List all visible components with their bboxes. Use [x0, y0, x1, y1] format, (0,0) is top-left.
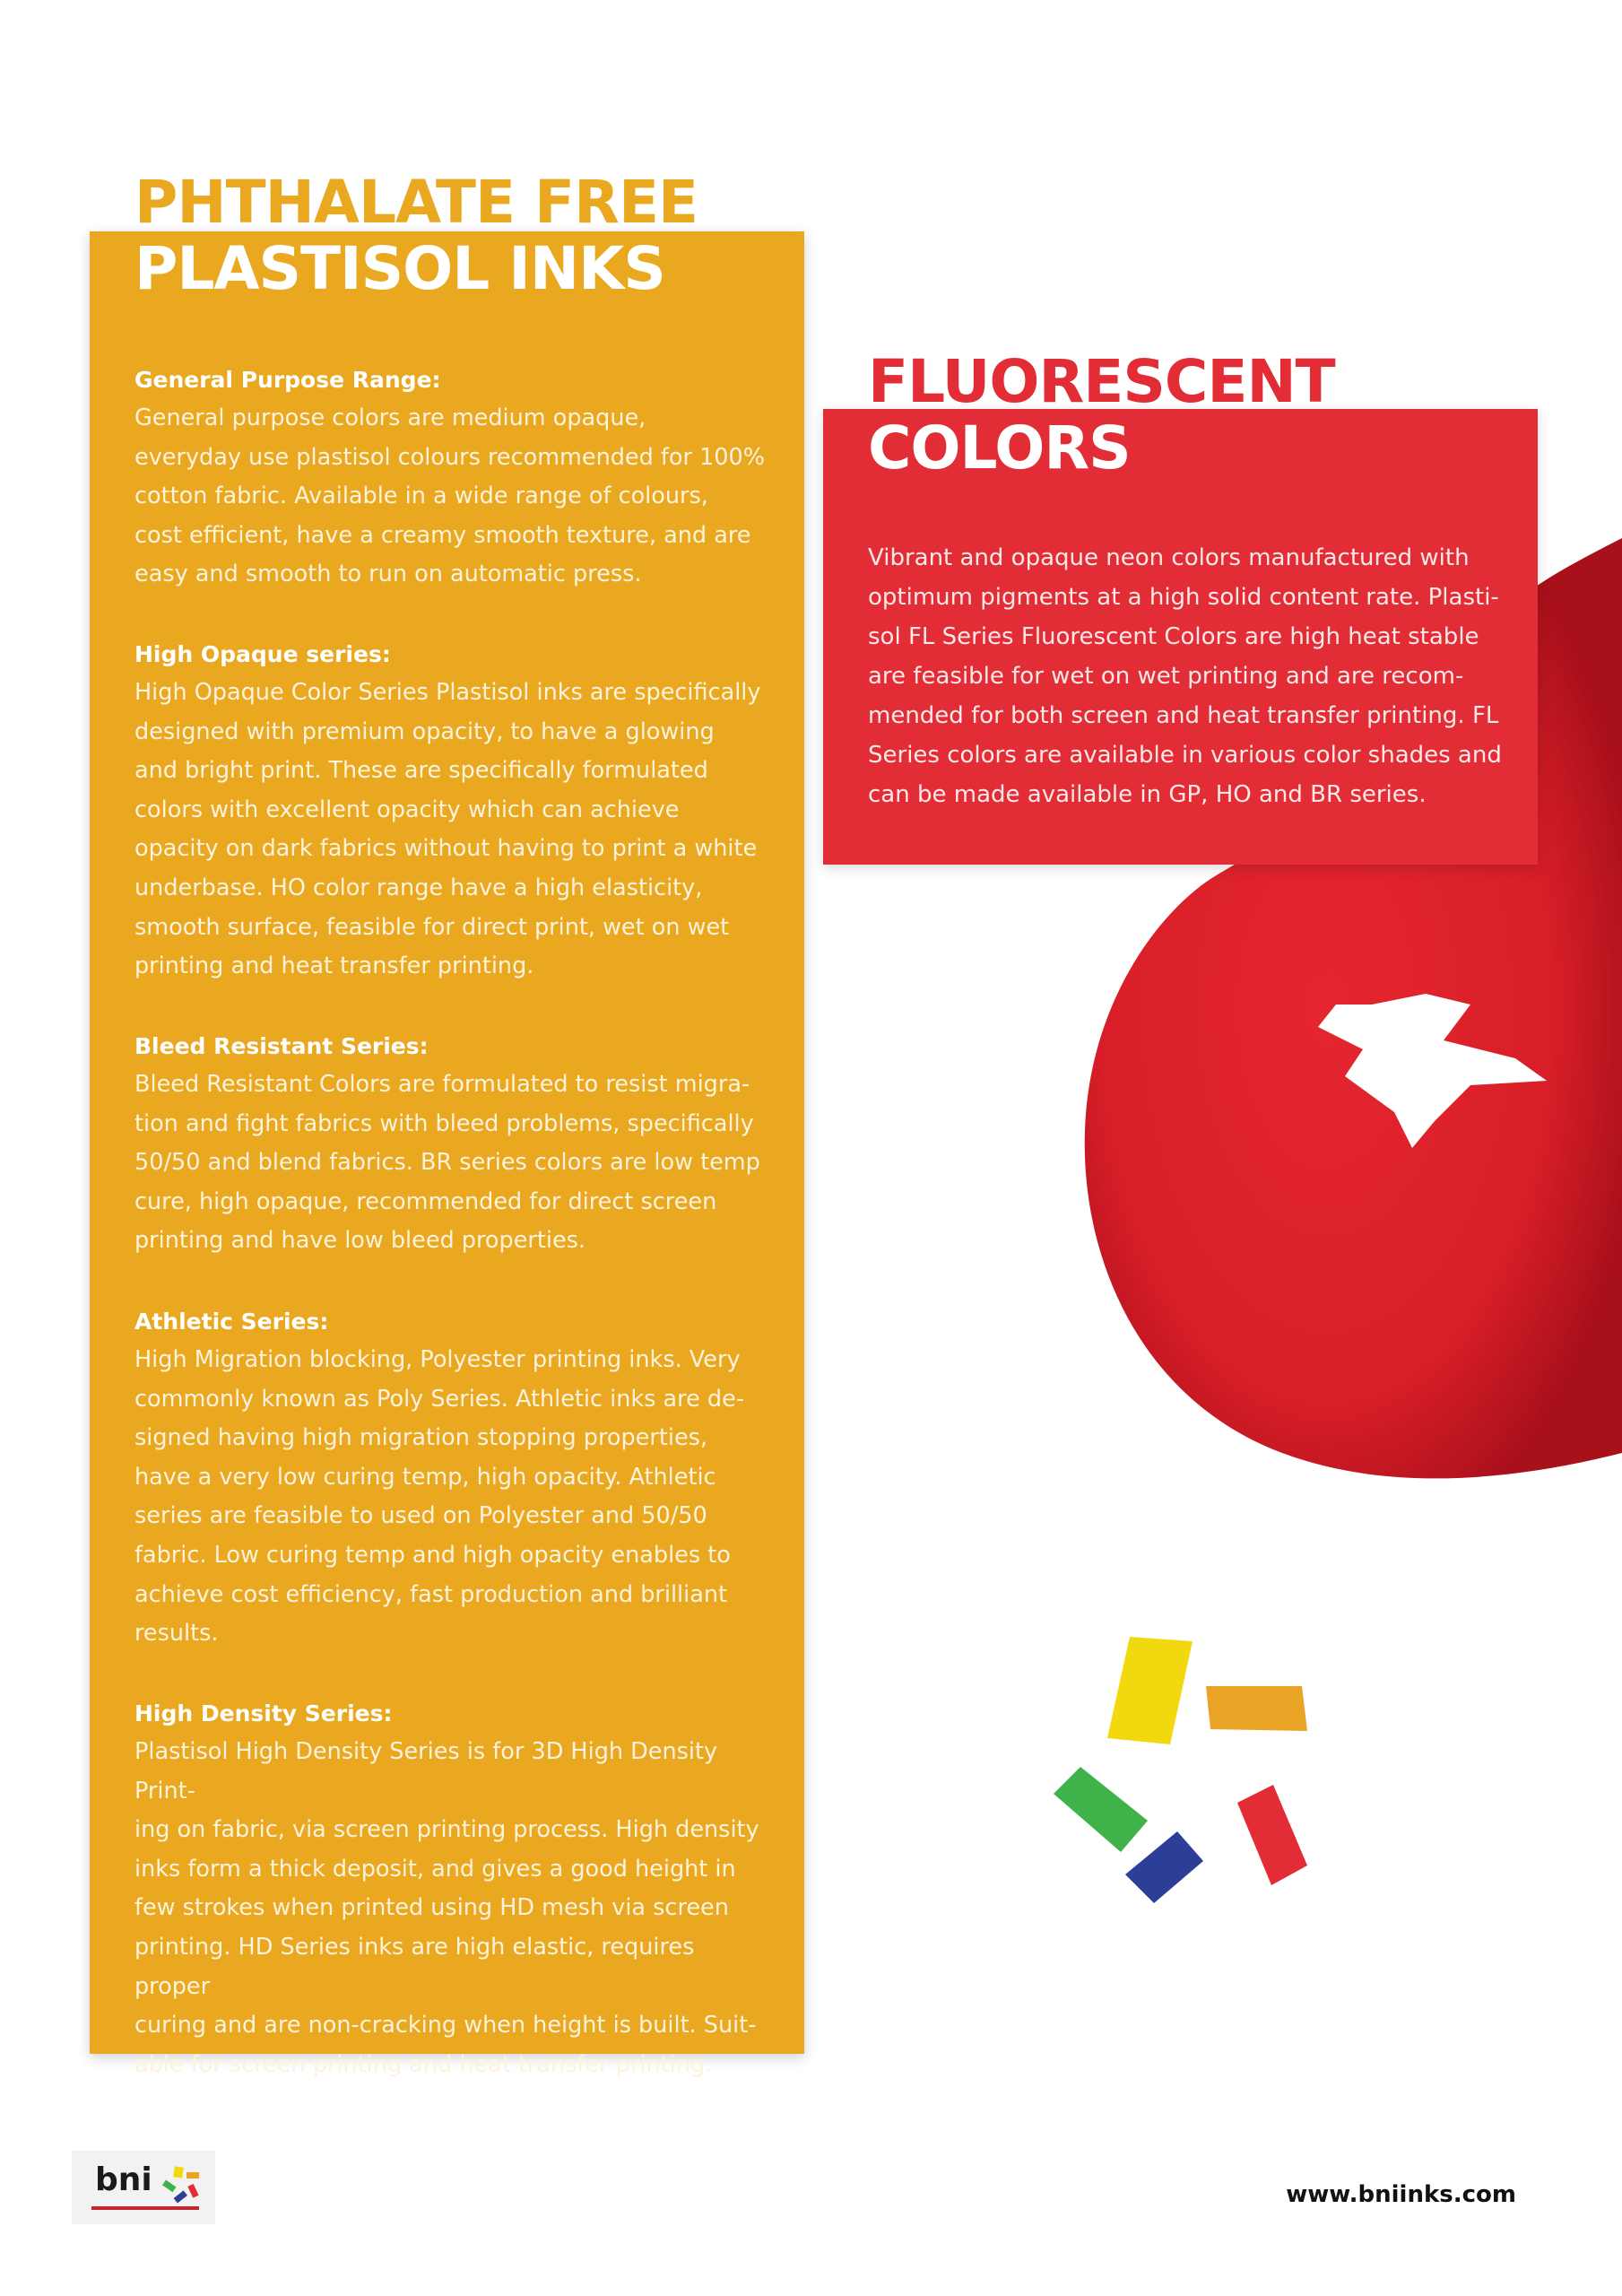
- logo-mark-icon: [161, 2163, 206, 2208]
- left-title-line1: PHTHALATE FREE: [134, 168, 698, 237]
- orange-swatch: [1206, 1686, 1307, 1731]
- section-text-line: tion and fight fabrics with bleed problems, specifically: [134, 1109, 754, 1137]
- section-text-line: inks form a thick deposit, and gives a good height in: [134, 1855, 736, 1883]
- blue-swatch: [1125, 1831, 1203, 1903]
- red-swatch: [1237, 1785, 1307, 1885]
- logo-text: bni: [95, 2161, 152, 2198]
- description-line: mended for both screen and heat transfer printing. FL: [868, 702, 1499, 729]
- section-general-purpose: [134, 361, 771, 595]
- website-url[interactable]: www.bniinks.com: [1286, 2181, 1516, 2208]
- green-swatch: [1054, 1767, 1148, 1852]
- section-text-line: easy and smooth to run on automatic press.: [134, 561, 642, 588]
- company-logo: [72, 2151, 215, 2224]
- description-line: Series colors are available in various color shades and: [868, 742, 1502, 769]
- left-title-line2: PLASTISOL INKS: [134, 234, 665, 303]
- fluorescent-description: [868, 538, 1506, 814]
- color-swatches-graphic: [1049, 1632, 1318, 1919]
- description-line: are feasible for wet on wet printing and are recom-: [868, 663, 1464, 690]
- section-text-line: smooth surface, feasible for direct print, wet on wet: [134, 913, 730, 941]
- section-text-line: everyday use plastisol colours recommended for 100%: [134, 443, 765, 471]
- section-text-line: General purpose colors are medium opaque,: [134, 404, 646, 431]
- section-text-line: Bleed Resistant Colors are formulated to resist migra-: [134, 1071, 750, 1098]
- section-text-line: results.: [134, 1620, 219, 1648]
- section-text-line: few strokes when printed using HD mesh via screen: [134, 1894, 729, 1922]
- description-line: sol FL Series Fluorescent Colors are high heat stable: [868, 623, 1479, 650]
- section-heading: General Purpose Range:: [134, 367, 441, 393]
- section-text-line: cotton fabric. Available in a wide range of colours,: [134, 483, 708, 510]
- section-text-line: have a very low curing temp, high opacity. Athletic: [134, 1463, 716, 1491]
- description-line: optimum pigments at a high solid content rate. Plasti-: [868, 584, 1499, 611]
- section-text-line: cost efficient, have a creamy smooth texture, and are: [134, 521, 751, 549]
- section-text-line: fabric. Low curing temp and high opacity enables to: [134, 1541, 731, 1569]
- section-text-line: designed with premium opacity, to have a glowing: [134, 718, 715, 745]
- section-text-line: printing. HD Series inks are high elastic, requires proper: [134, 1933, 695, 2000]
- section-text-line: cure, high opaque, recommended for direct screen: [134, 1187, 717, 1215]
- right-title-line1: FLUORESCENT: [868, 347, 1335, 416]
- description-line: Vibrant and opaque neon colors manufactured with: [868, 544, 1470, 571]
- section-high-density: [134, 1694, 771, 2084]
- section-text-line: ing on fabric, via screen printing process. High density: [134, 1816, 759, 1844]
- section-text-line: able for screen printing and heat transfer printing.: [134, 2050, 713, 2078]
- section-text-line: signed having high migration stopping properties,: [134, 1424, 708, 1452]
- section-text-line: opacity on dark fabrics without having to print a white: [134, 835, 758, 863]
- section-text-line: Plastisol High Density Series is for 3D High Density Print-: [134, 1738, 718, 1805]
- section-high-opaque: [134, 635, 771, 987]
- section-text-line: printing and heat transfer printing.: [134, 952, 534, 980]
- section-text-line: commonly known as Poly Series. Athletic inks are de-: [134, 1385, 744, 1413]
- section-heading: Bleed Resistant Series:: [134, 1033, 429, 1059]
- section-text-line: underbase. HO color range have a high elasticity,: [134, 874, 703, 901]
- section-text-line: colors with excellent opacity which can achieve: [134, 796, 680, 823]
- description-line: can be made available in GP, HO and BR series.: [868, 781, 1427, 808]
- section-heading: Athletic Series:: [134, 1309, 329, 1335]
- section-text-line: 50/50 and blend fabrics. BR series colors are low temp: [134, 1149, 760, 1177]
- yellow-swatch: [1107, 1637, 1193, 1744]
- section-text-line: and bright print. These are specifically formulated: [134, 757, 708, 785]
- right-title-line2: COLORS: [868, 413, 1131, 483]
- logo-underline: [91, 2206, 199, 2210]
- section-bleed-resistant: [134, 1027, 771, 1261]
- section-heading: High Opaque series:: [134, 641, 391, 667]
- section-text-line: curing and are non-cracking when height is built. Suit-: [134, 2012, 757, 2039]
- section-text-line: series are feasible to used on Polyester and 50/50: [134, 1502, 707, 1530]
- section-text-line: printing and have low bleed properties.: [134, 1227, 586, 1255]
- section-athletic: [134, 1302, 771, 1654]
- section-text-line: High Opaque Color Series Plastisol inks are specifically: [134, 679, 761, 706]
- section-text-line: High Migration blocking, Polyester printing inks. Very: [134, 1346, 741, 1373]
- section-heading: High Density Series:: [134, 1700, 393, 1726]
- section-text-line: achieve cost efficiency, fast production and brilliant: [134, 1580, 727, 1608]
